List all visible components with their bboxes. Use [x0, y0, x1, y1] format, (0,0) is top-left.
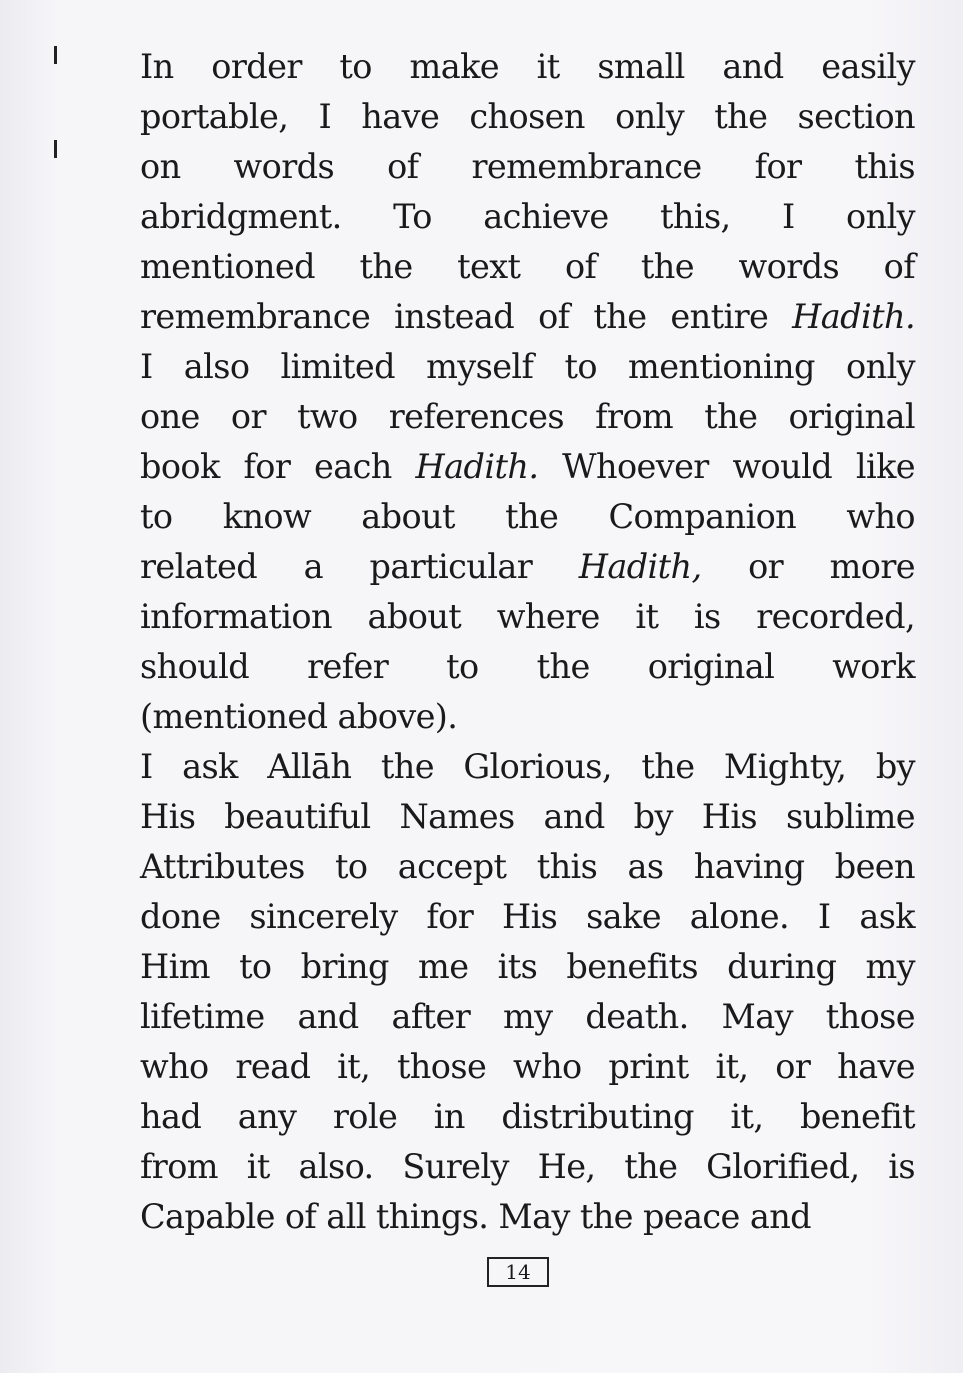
text-run: one or two references from the original [140, 397, 915, 436]
page-number: 14 [487, 1257, 549, 1287]
text-run: who read it, those who print it, or have [140, 1047, 915, 1086]
text-line [140, 1092, 915, 1142]
paragraph [140, 742, 915, 1242]
text-run: abridgment. To achieve this, I only [140, 197, 915, 236]
text-line [140, 442, 915, 492]
margin-tick-mark [54, 46, 57, 64]
italic-term: Hadith, [578, 547, 702, 586]
text-line [140, 992, 915, 1042]
text-run: done sincerely for His sake alone. I ask [140, 897, 915, 936]
text-run: His beautiful Names and by His sublime [140, 797, 915, 836]
text-line [140, 492, 915, 542]
text-run: had any role in distributing it, benefit [140, 1097, 915, 1136]
text-line [140, 842, 915, 892]
text-run: remembrance instead of the entire [140, 297, 793, 336]
text-line [140, 92, 915, 142]
text-line [140, 692, 915, 742]
text-run: information about where it is recorded, [140, 597, 915, 636]
text-line [140, 542, 915, 592]
text-line [140, 592, 915, 642]
text-line [140, 742, 915, 792]
text-line [140, 1142, 915, 1192]
text-line [140, 1192, 915, 1242]
text-run: to know about the Companion who [140, 497, 915, 536]
text-run: (mentioned above). [140, 697, 458, 736]
text-run: Him to bring me its benefits during my [140, 947, 915, 986]
text-line [140, 892, 915, 942]
text-line [140, 392, 915, 442]
text-run: on words of remembrance for this [140, 147, 915, 186]
text-run: I also limited myself to mentioning only [140, 347, 915, 386]
text-line [140, 342, 915, 392]
margin-tick-mark [54, 140, 57, 158]
text-run: Capable of all things. May the peace and [140, 1197, 812, 1236]
italic-term: Hadith. [415, 447, 539, 486]
text-run: related a particular [140, 547, 579, 586]
text-line [140, 642, 915, 692]
text-run: or more [701, 547, 915, 586]
italic-term: Hadith. [792, 297, 915, 336]
text-run: from it also. Surely He, the Glorified, is [140, 1147, 915, 1186]
text-run: Attributes to accept this as having been [140, 847, 915, 886]
text-run: Whoever would like [538, 447, 915, 486]
text-line [140, 192, 915, 242]
text-line [140, 942, 915, 992]
text-line [140, 242, 915, 292]
text-run: mentioned the text of the words of [140, 247, 915, 286]
text-line [140, 1042, 915, 1092]
paragraph [140, 42, 915, 742]
text-run: In order to make it small and easily [140, 47, 915, 86]
text-run: book for each [140, 447, 416, 486]
text-run: portable, I have chosen only the section [140, 97, 915, 136]
text-line [140, 792, 915, 842]
text-line [140, 142, 915, 192]
text-run: should refer to the original work [140, 647, 915, 686]
text-line [140, 42, 915, 92]
text-run: I ask Allāh the Glorious, the Mighty, by [140, 747, 915, 786]
body-text [140, 42, 915, 1242]
text-run: lifetime and after my death. May those [140, 997, 915, 1036]
text-line [140, 292, 915, 342]
